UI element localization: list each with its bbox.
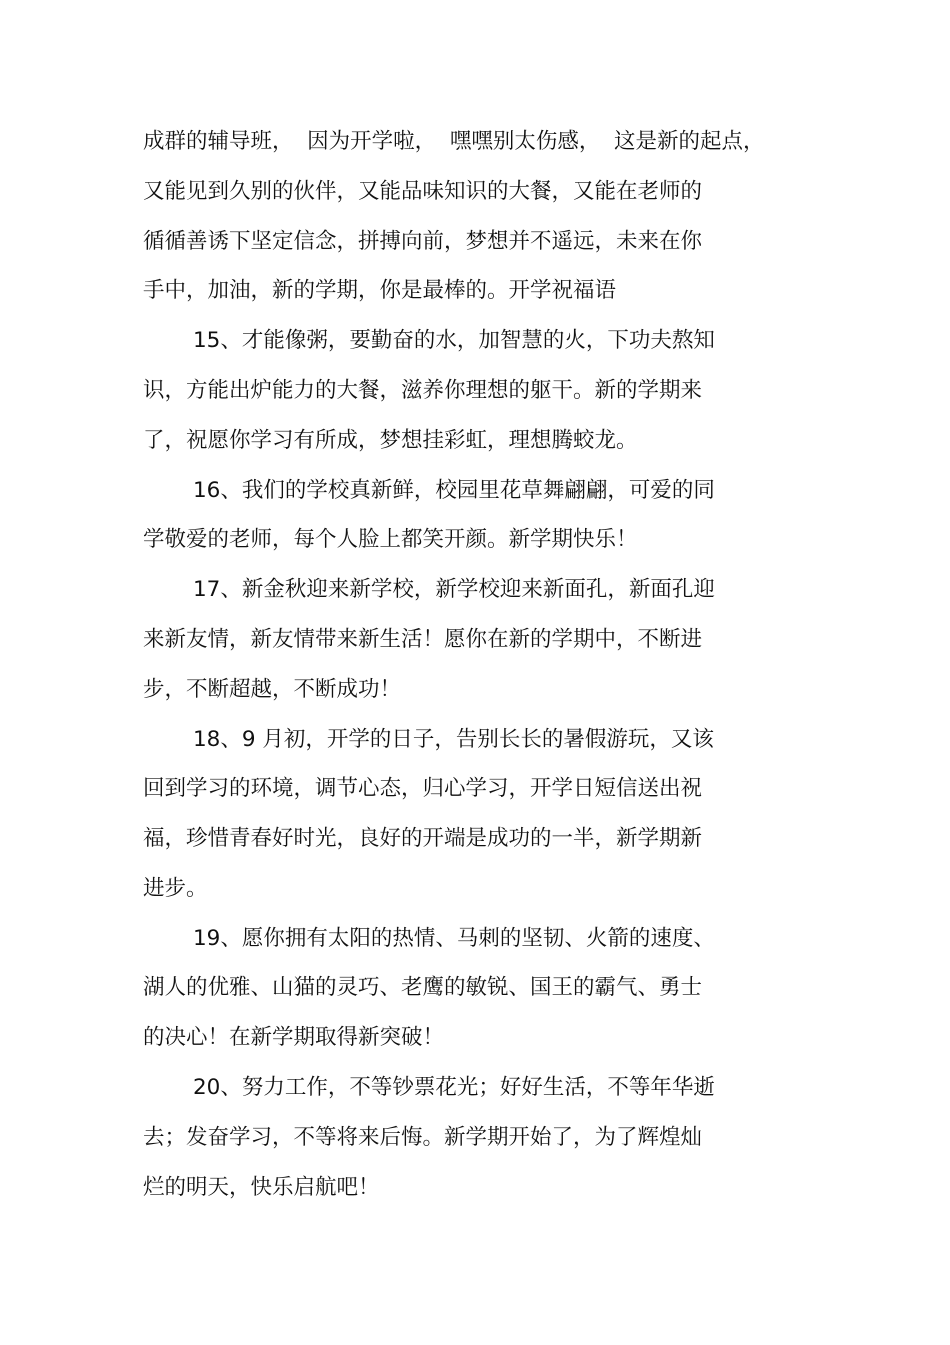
text-line: 循循善诱下坚定信念，拼搏向前，梦想并不遥远，未来在你 (143, 229, 703, 254)
text-line: 的决心！在新学期取得新突破！ (143, 1025, 445, 1050)
text-line: 识，方能出炉能力的大餐，滋养你理想的躯干。新的学期来 (143, 378, 703, 403)
text-line: 步，不断超越，不断成功！ (143, 677, 402, 702)
paragraph-16-start: 16、我们的学校真新鲜，校园里花草舞翩翩，可爱的同 (193, 478, 715, 503)
text-line: 湖人的优雅、山猫的灵巧、老鹰的敏锐、国王的霸气、勇士 (143, 975, 703, 1000)
text-line: 学敬爱的老师，每个人脸上都笑开颜。新学期快乐！ (143, 527, 638, 552)
text-line: 来新友情，新友情带来新生活！愿你在新的学期中，不断进 (143, 627, 703, 652)
text-line: 烂的明天，快乐启航吧！ (143, 1175, 380, 1200)
paragraph-19-start: 19、愿你拥有太阳的热情、马刺的坚韧、火箭的速度、 (193, 926, 715, 951)
text-line: 成群的辅导班， 因为开学啦， 嘿嘿别太伤感， 这是新的起点， (143, 129, 765, 154)
paragraph-15-start: 15、才能像粥，要勤奋的水，加智慧的火，下功夫熬知 (193, 328, 715, 353)
paragraph-17-start: 17、新金秋迎来新学校，新学校迎来新面孔，新面孔迎 (193, 577, 715, 602)
text-line: 福，珍惜青春好时光，良好的开端是成功的一半，新学期新 (143, 826, 703, 851)
text-line: 了，祝愿你学习有所成，梦想挂彩虹，理想腾蛟龙。 (143, 428, 638, 453)
paragraph-18-start: 18、9 月初，开学的日子，告别长长的暑假游玩，又该 (193, 727, 714, 752)
text-line: 又能见到久别的伙伴，又能品味知识的大餐，又能在老师的 (143, 179, 703, 204)
text-line: 手中，加油，新的学期，你是最棒的。开学祝福语 (143, 278, 617, 303)
text-line: 回到学习的环境，调节心态，归心学习，开学日短信送出祝 (143, 776, 703, 801)
text-line: 去；发奋学习，不等将来后悔。新学期开始了，为了辉煌灿 (143, 1125, 703, 1150)
paragraph-20-start: 20、努力工作，不等钞票花光；好好生活，不等年华逝 (193, 1075, 715, 1100)
text-line: 进步。 (143, 876, 208, 901)
